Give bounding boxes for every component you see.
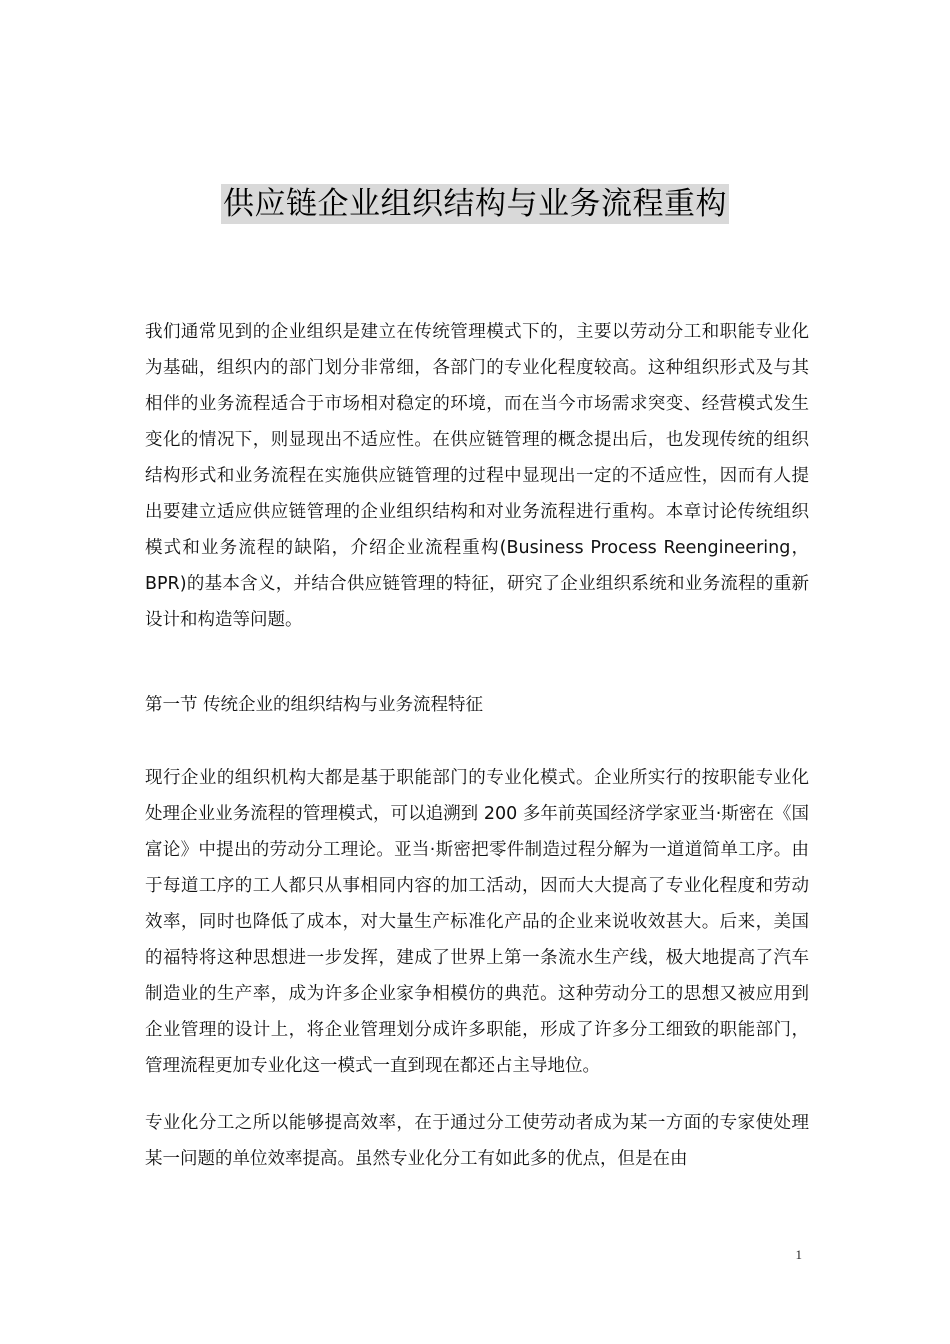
title-container <box>0 184 950 224</box>
continuation-paragraph: 专业化分工之所以能够提高效率，在于通过分工使劳动者成为某一方面的专家使处理某一问题的单位效率提高。虽然专业化分工有如此多的优点，但是在由 <box>145 1113 809 1169</box>
intro-paragraph-block <box>145 314 809 638</box>
continuation-paragraph-block <box>145 1105 809 1177</box>
document-title: 供应链企业组织结构与业务流程重构 <box>223 186 727 222</box>
intro-paragraph: 我们通常见到的企业组织是建立在传统管理模式下的，主要以劳动分工和职能专业化为基础，组织内的部门划分非常细，各部门的专业化程度较高。这种组织形式及与其相伴的业务流程适合于市场相对稳定的环境，而在当今市场需求突变、经营模式发生变化的情况下，则显现出不适应性。在供应链管理的概念提出后，也发现传统的组织结构形式和业务流程在实施供应链管理的过程中显现出一定的不适应性，因而有人提出要建立适应供应链管理的企业组织结构和对业务流程进行重构。本章讨论传统组织模式和业务流程的缺陷，介绍企业流程重构(Business Process Reengineering，BPR)的基本含义，并结合供应链管理的特征，研究了企业组织系统和业务流程的重新设计和构造等问题。 <box>145 322 809 630</box>
section-heading-block <box>145 687 809 723</box>
section-paragraph-block <box>145 760 809 1084</box>
page-number: 1 <box>795 1247 802 1262</box>
section-heading: 第一节 传统企业的组织结构与业务流程特征 <box>145 695 484 715</box>
section-paragraph: 现行企业的组织机构大都是基于职能部门的专业化模式。企业所实行的按职能专业化处理企业业务流程的管理模式，可以追溯到 200 多年前英国经济学家亚当·斯密在《国富论》中提出的劳动分工理论。亚当·斯密把零件制造过程分解为一道道简单工序。由于每道工序的工人都只从事相同内容的加工活动，因而大大提高了专业化程度和劳动效率，同时也降低了成本，对大量生产标准化产品的企业来说收效甚大。后来，美国的福特将这种思想进一步发挥，建成了世界上第一条流水生产线，极大地提高了汽车制造业的生产率，成为许多企业家争相模仿的典范。这种劳动分工的思想又被应用到企业管理的设计上，将企业管理划分成许多职能，形成了许多分工细致的职能部门，管理流程更加专业化这一模式一直到现在都还占主导地位。 <box>145 768 809 1076</box>
